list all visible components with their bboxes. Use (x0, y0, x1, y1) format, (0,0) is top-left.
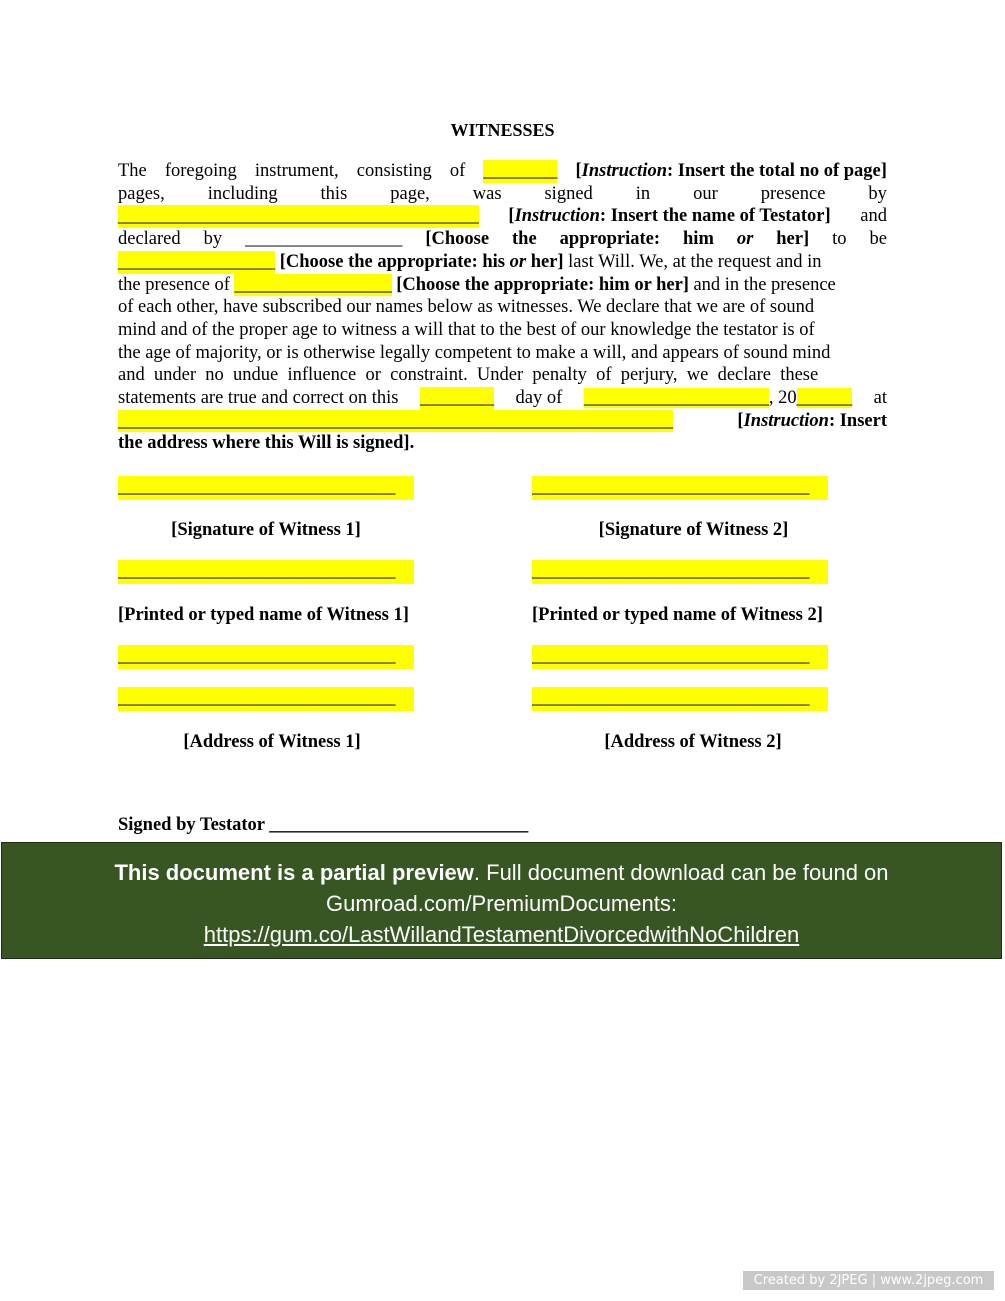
paragraph-line (118, 364, 887, 387)
word: and (860, 206, 887, 227)
download-link[interactable]: https://gum.co/LastWillandTestamentDivorcedwithNoChildren (203, 922, 800, 947)
banner-bold: This document is a partial preview (114, 860, 474, 885)
paragraph-text: and in the presence (693, 274, 836, 295)
paragraph-line (118, 387, 887, 410)
paragraph-text: of each other, have subscribed our names below as witnesses. We declare that we are of sound (118, 297, 815, 318)
word: him (683, 229, 714, 250)
address-blank[interactable]: ____________________________________________________________ (118, 410, 673, 431)
word: at (873, 388, 887, 409)
paragraph-line (118, 319, 887, 342)
witness2-name-label: [Printed or typed name of Witness 2] (532, 605, 823, 625)
watermark: Created by 2JPEG | www.2jpeg.com (743, 1271, 994, 1290)
paragraph-line (118, 296, 887, 319)
word: be (869, 229, 887, 250)
banner-line-1 (2, 857, 1001, 888)
paragraph-line (118, 160, 887, 183)
word: foregoing (164, 161, 237, 181)
paragraph-text: the age of majority, or is otherwise legally competent to make a will, and appears of sound mind (118, 342, 831, 363)
instruction-page-count: [Instruction: Insert the total no of page] (575, 161, 887, 181)
word: page, (390, 183, 430, 204)
witness1-name-label: [Printed or typed name of Witness 1] (118, 605, 409, 625)
paragraph-line (118, 342, 887, 365)
word: this (320, 183, 348, 204)
witness1-address-line-1[interactable]: ______________________________ (118, 645, 414, 669)
word: signed (544, 183, 593, 204)
paragraph-text: mind and of the proper age to witness a will that to the best of our knowledge the testator is of (118, 319, 815, 340)
word: by (868, 183, 887, 204)
witness1-address-line-2[interactable]: ______________________________ (118, 687, 414, 711)
word: to (832, 229, 847, 250)
witness2-signature-line[interactable]: ______________________________ (532, 476, 828, 500)
word: including (207, 183, 278, 204)
paragraph-text: the presence of (118, 274, 230, 295)
instruction-address: [Instruction: Insert (737, 410, 887, 431)
witness2-address-line-1[interactable]: ______________________________ (532, 645, 828, 669)
word: declared (118, 229, 181, 250)
pronoun-blank-2[interactable]: _________________ (234, 274, 392, 295)
witness2-name-line[interactable]: ______________________________ (532, 560, 828, 584)
paragraph-line (118, 251, 887, 274)
choose-pronoun: [Choose the appropriate: him or her] (396, 274, 689, 295)
paragraph-line (118, 432, 887, 455)
testator-signature[interactable]: Signed by Testator ____________________________ (118, 815, 529, 835)
date-group: ____________________, 20______ (583, 388, 853, 409)
choose-possessive: [Choose the appropriate: his or her] (279, 251, 564, 272)
testator-name-blank[interactable]: _______________________________________ (118, 206, 479, 227)
pronoun-blank[interactable]: _________________ (245, 229, 403, 250)
paragraph-line (118, 410, 887, 433)
witness1-address-label: [Address of Witness 1] (183, 732, 361, 752)
witness2-address-label: [Address of Witness 2] (604, 732, 782, 752)
instruction-address-cont: the address where this Will is signed]. (118, 433, 415, 454)
instruction-testator-name: [Instruction: Insert the name of Testator] (508, 206, 831, 227)
banner-text: . Full document download can be found on (473, 860, 889, 885)
page-title: WITNESSES (450, 120, 555, 140)
word: [Choose (425, 229, 490, 250)
word: presence (760, 183, 826, 204)
witness1-name-line[interactable]: ______________________________ (118, 560, 414, 584)
paragraph-line (118, 205, 887, 228)
paragraph-text: last Will. We, at the request and in (568, 251, 822, 272)
witness2-signature-label: [Signature of Witness 2] (598, 520, 789, 540)
word: appropriate: (559, 229, 661, 250)
paragraph-text: and under no undue influence or constraint. Under penalty of perjury, we declare these (118, 365, 819, 386)
witness2-address-line-2[interactable]: ______________________________ (532, 687, 828, 711)
preview-banner (1, 842, 1002, 959)
attestation-paragraph (118, 160, 887, 455)
word: her] (776, 229, 810, 250)
banner-line-2: Gumroad.com/PremiumDocuments: (326, 891, 677, 916)
word: was (472, 183, 502, 204)
paragraph-line (118, 274, 887, 297)
word: of (449, 161, 466, 181)
word: or (736, 229, 754, 250)
page-count-blank[interactable]: ________ (483, 161, 558, 181)
day-blank[interactable]: ________ (420, 388, 495, 409)
paragraph-text: statements are true and correct on this (118, 388, 399, 409)
word: in (635, 183, 651, 204)
witness1-signature-label: [Signature of Witness 1] (171, 520, 361, 540)
possessive-blank[interactable]: _________________ (118, 251, 276, 272)
word: pages, (118, 183, 165, 204)
word: instrument, (254, 161, 339, 181)
witness1-signature-line[interactable]: ______________________________ (118, 476, 414, 500)
word: our (693, 183, 718, 204)
word: the (512, 229, 537, 250)
paragraph-text: day of (515, 388, 563, 409)
paragraph-line (118, 183, 887, 206)
word: consisting (356, 161, 432, 181)
paragraph-line (118, 228, 887, 251)
word: The (118, 161, 147, 181)
year-blank[interactable]: ______ (796, 388, 853, 409)
month-blank[interactable]: ____________________ (583, 388, 769, 409)
word: by (203, 229, 223, 250)
